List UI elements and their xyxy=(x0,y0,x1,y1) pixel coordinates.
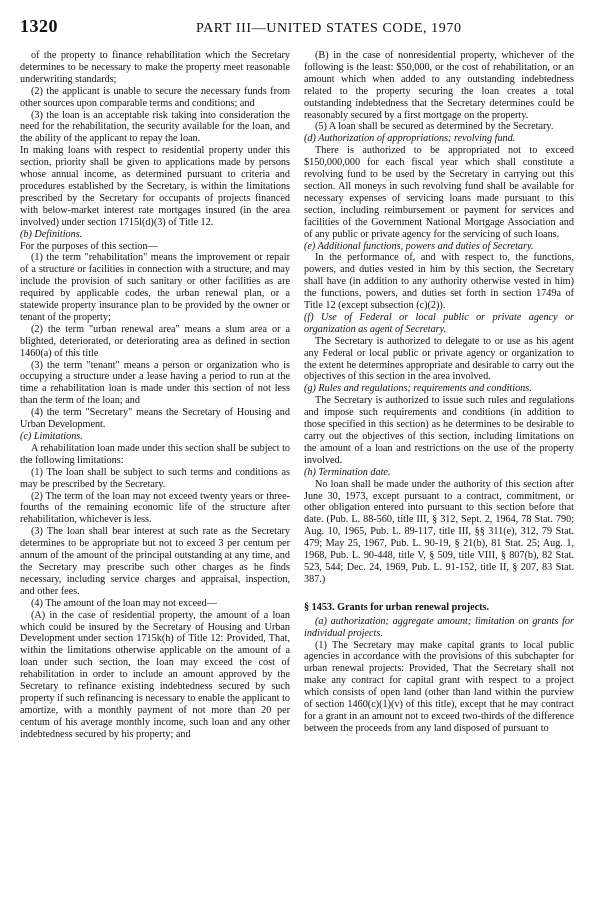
subsection-heading: (f) Use of Federal or local public or private agency or organization as agent of Secretary. xyxy=(304,311,574,335)
paragraph: (3) The loan shall bear interest at such rate as the Secretary determines to be appropriate but not to exceed 3 per centum per annum of the amount of the principal outstanding at any time, and the Secretary may prescribe such other charges as he finds necessary, including service charges and appraisal, inspection, and other fees. xyxy=(20,526,290,597)
paragraph: The Secretary is authorized to issue such rules and regulations and impose such requirements and conditions (in addition to those specified in this section) as he determines to be desirable to carry out the objectives of this section, including limitations on the amount of a loan and restrictions on the use of the property involved. xyxy=(304,395,574,466)
paragraph: (1) the term "rehabilitation" means the improvement or repair of a structure or facilities in connection with a structure, and may include the provision of such sanitary or other facilities as are required by applicable codes, the urban renewal plan, or a statewide property insurance plan to be provided by the owner or tenant of the property; xyxy=(20,252,290,323)
subsection-heading: (c) Limitations. xyxy=(20,431,83,442)
paragraph: A rehabilitation loan made under this section shall be subject to the following limitations: xyxy=(20,442,290,466)
paragraph: (2) the term "urban renewal area" means a slum area or a blighted, deteriorated, or deteriorating area as defined in section 1460(a) of this title xyxy=(20,323,290,359)
paragraph: (4) the term "Secretary" means the Secretary of Housing and Urban Development. xyxy=(20,407,290,431)
paragraph: (2) the applicant is unable to secure the necessary funds from other sources upon comparable terms and conditions; and xyxy=(20,85,290,109)
page-header xyxy=(20,16,574,42)
paragraph: (B) in the case of nonresidential property, whichever of the following is the least: $50,000, or the cost of rehabilitation, or an amount which when added to any outstanding indebtedness related to the property securing the loan creates a total outstanding indebtedness that the Secretary determines could be reasonably secured by a first mortgage on the property. xyxy=(304,50,574,121)
paragraph: (1) The loan shall be subject to such terms and conditions as may be prescribed by the Secretary. xyxy=(20,466,290,490)
paragraph: No loan shall be made under the authority of this section after June 30, 1973, except pursuant to a contract, commitment, or other obligation entered into pursuant to this section before that date. (Pub. L. 88-560, title III, § 312, Sept. 2, 1964, 78 Stat. 790; Aug. 10, 1965, Pub. L. 89-117, title III, §§ 311(e), 312, 79 Stat. 479; May 25, 1967, Pub. L. 90-19, § 21(b), 81 Stat. 25; Aug. 1, 1968, Pub. L. 90-448, title V, § 509, title VIII, § 807(b), 82 Stat. 523, 544; Dec. 24, 1969, Pub. L. 91-152, title II, § 207, 83 Stat. 387.) xyxy=(304,478,574,585)
paragraph: (3) the term "tenant" means a person or organization who is occupying a structure under a lease having a period to run at the time a rehabilitation loan is made under this section of not less than the term of the loan; and xyxy=(20,359,290,407)
paragraph: (1) The Secretary may make capital grants to local public agencies in accordance with the provisions of this subchapter for urban renewal projects: Provided, That the Secretary shall not make any contract for capital grant with respect to a project which consists of open land (other than land within the purview of section 1460(c)(1)(v) of this title), except that he may contract for a grant in an amount not to exceed two-thirds of the difference between the proceeds from any land disposed of pursuant to xyxy=(304,639,574,734)
paragraph: (5) A loan shall be secured as determined by the Secretary. xyxy=(315,121,554,133)
paragraph: There is authorized to be appropriated not to exceed $150,000,000 for each fiscal year which shall constitute a revolving fund to be used by the Secretary in carrying out this section. All moneys in such revolving fund shall be available for necessary expenses of servicing loans made pursuant to this section, including reimbursement or payment for services and facilities of the Government National Mortgage Association and of any public or private agency for the servicing of such loans. xyxy=(304,145,574,240)
text-columns xyxy=(20,50,574,741)
paragraph: In making loans with respect to residential property under this section, priority shall be given to applications made by persons whose annual income, as determined pursuant to criteria and procedures established by the Secretary, is within the limitations prescribed by the Secretary for occupants of projects financed with below-market interest rate mortgages insured (in the area involved) under section 1715l(d)(3) of Title 12. xyxy=(20,145,290,228)
subsection-heading: (a) authorization; aggregate amount; limitation on grants for individual projects. xyxy=(304,615,574,639)
paragraph: In the performance of, and with respect to, the functions, powers, and duties vested in him by this section, the Secretary shall have (in addition to any authority otherwise vested in him) the functions, powers, and duties set forth in section 1749a of Title 12 (except subsection (c)(2)). xyxy=(304,252,574,312)
subsection-heading: (h) Termination date. xyxy=(304,466,391,478)
paragraph: (A) in the case of residential property, the amount of a loan which could be insured by the Secretary of Housing and Urban Development under section 1715k(h) of Title 12: Provided, That, within the limitations otherwise applicable on the amount of a loan under such section, the loan may exceed the cost of rehabilitation in order to include an amount approved by the Secretary to refinance existing indebtedness secured by such property if such refinancing is necessary to enable the applicant to amortize, with a monthly payment of not more than 20 per centum of his average monthly income, such loan and any other indebtedness secured by his property; and xyxy=(20,609,290,740)
left-column xyxy=(20,50,290,741)
paragraph: For the purposes of this section— xyxy=(20,240,158,252)
right-column xyxy=(304,50,574,741)
section-heading: § 1453. Grants for urban renewal projects. xyxy=(304,601,490,613)
subsection-heading: (d) Authorization of appropriations; revolving fund. xyxy=(304,133,516,145)
paragraph: of the property to finance rehabilitation which the Secretary determines to be necessary to make the property meet reasonable underwriting standards; xyxy=(20,50,290,85)
subsection-heading: (b) Definitions. xyxy=(20,228,83,240)
paragraph: (4) The amount of the loan may not exceed— xyxy=(31,597,217,609)
running-title: PART III—UNITED STATES CODE, 1970 xyxy=(196,21,462,36)
subsection-heading: (g) Rules and regulations; requirements and conditions. xyxy=(304,383,532,395)
paragraph: The Secretary is authorized to delegate to or use as his agent any Federal or local public or private agency or organization to the extent he determines appropriate and desirable to carry out the objectives of this section in the area involved. xyxy=(304,335,574,383)
paragraph: (2) The term of the loan may not exceed twenty years or three-fourths of the remaining economic life of the structure after rehabilitation, whichever is less. xyxy=(20,490,290,526)
page-number: 1320 xyxy=(20,16,58,36)
paragraph: (3) the loan is an acceptable risk taking into consideration the need for the rehabilitation, the security available for the loan, and the ability of the applicant to repay the loan. xyxy=(20,109,290,145)
subsection-heading: (e) Additional functions, powers and duties of Secretary. xyxy=(304,240,534,252)
